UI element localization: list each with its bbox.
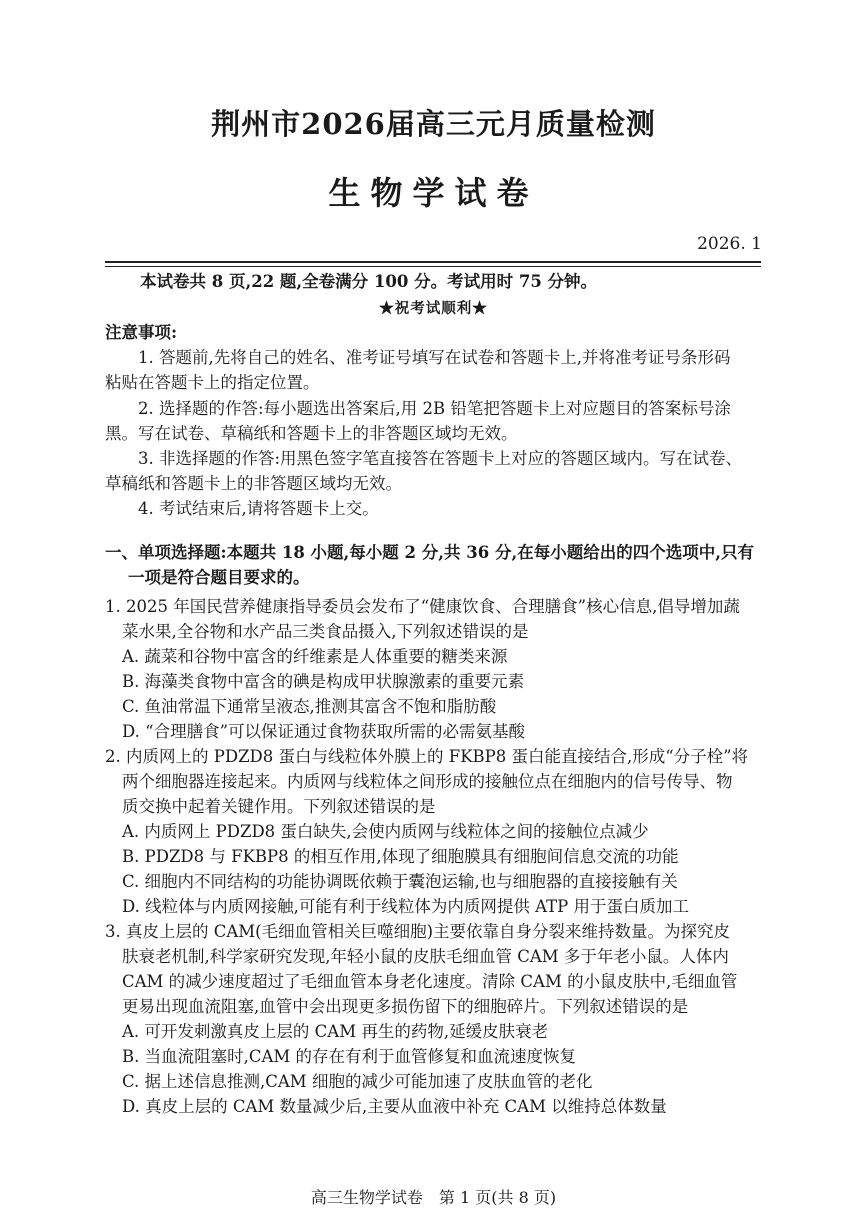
question-2-option-c: C. 细胞内不同结构的功能协调既依赖于囊泡运输,也与细胞器的直接接触有关 <box>122 872 678 891</box>
notes-heading: 注意事项: <box>105 323 178 342</box>
question-1-option-a: A. 蔬菜和谷物中富含的纤维素是人体重要的糖类来源 <box>122 647 508 666</box>
exam-summary: 本试卷共 8 页,22 题,全卷满分 100 分。考试用时 75 分钟。 <box>140 272 598 291</box>
note-line: 草稿纸和答题卡上的非答题区域均无效。 <box>105 474 402 493</box>
question-1-stem: 1. 2025 年国民营养健康指导委员会发布了“健康饮食、合理膳食”核心信息,倡导增加蔬 <box>105 597 740 616</box>
question-2-option-b: B. PDZD8 与 FKBP8 的相互作用,体现了细胞膜具有细胞间信息交流的功能 <box>122 847 679 866</box>
exam-subtitle: 生物学试卷 <box>328 174 539 212</box>
good-luck-text: ★祝考试顺利★ <box>379 300 488 317</box>
page-footer: 高三生物学试卷 第 1 页(共 8 页) <box>310 1188 557 1207</box>
exam-title: 荆州市2026届高三元月质量检测 <box>211 107 656 141</box>
note-line: 4. 考试结束后,请将答题卡上交。 <box>138 499 379 518</box>
header-rule-thin <box>105 266 761 267</box>
question-3-option-b: B. 当血流阻塞时,CAM 的存在有利于血管修复和血流速度恢复 <box>122 1047 577 1066</box>
question-3-stem: CAM 的减少速度超过了毛细血管本身老化速度。清除 CAM 的小鼠皮肤中,毛细血管 <box>122 972 738 991</box>
question-3-stem: 更易出现血流阻塞,血管中会出现更多损伤留下的细胞碎片。下列叙述错误的是 <box>122 997 689 1016</box>
question-1-option-c: C. 鱼油常温下通常呈液态,推测其富含不饱和脂肪酸 <box>122 697 497 716</box>
question-2-stem: 2. 内质网上的 PDZD8 蛋白与线粒体外膜上的 FKBP8 蛋白能直接结合,形成“分子栓”将 <box>105 747 749 766</box>
header-rule-thick <box>105 261 761 263</box>
note-line: 1. 答题前,先将自己的姓名、准考证号填写在试卷和答题卡上,并将准考证号条形码 <box>138 348 731 367</box>
question-2-stem: 两个细胞器连接起来。内质网与线粒体之间形成的接触位点在细胞内的信号传导、物 <box>122 772 733 791</box>
exam-date: 2026. 1 <box>697 234 762 254</box>
question-2-stem: 质交换中起着关键作用。下列叙述错误的是 <box>122 797 436 816</box>
section-heading-cont: 一项是符合题目要求的。 <box>128 568 310 587</box>
note-line: 3. 非选择题的作答:用黑色签字笔直接答在答题卡上对应的答题区域内。写在试卷、 <box>138 449 743 468</box>
question-1-option-d: D. “合理膳食”可以保证通过食物获取所需的必需氨基酸 <box>122 722 526 741</box>
question-1-stem: 菜水果,全谷物和水产品三类食品摄入,下列叙述错误的是 <box>122 622 529 641</box>
question-3-stem: 肤衰老机制,科学家研究发现,年轻小鼠的皮肤毛细血管 CAM 多于年老小鼠。人体内 <box>122 947 729 966</box>
note-line: 2. 选择题的作答:每小题选出答案后,用 2B 铅笔把答题卡上对应题目的答案标号涂 <box>138 399 731 418</box>
note-line: 粘贴在答题卡上的指定位置。 <box>105 373 320 392</box>
question-2-option-d: D. 线粒体与内质网接触,可能有利于线粒体为内质网提供 ATP 用于蛋白质加工 <box>122 897 689 916</box>
question-3-option-c: C. 据上述信息推测,CAM 细胞的减少可能加速了皮肤血管的老化 <box>122 1072 593 1091</box>
question-3-option-d: D. 真皮上层的 CAM 数量减少后,主要从血液中补充 CAM 以维持总体数量 <box>122 1097 667 1116</box>
question-1-option-b: B. 海藻类食物中富含的碘是构成甲状腺激素的重要元素 <box>122 672 525 691</box>
note-line: 黑。写在试卷、草稿纸和答题卡上的非答题区域均无效。 <box>105 424 518 443</box>
question-3-stem: 3. 真皮上层的 CAM(毛细血管相关巨噬细胞)主要依靠自身分裂来维持数量。为探究皮 <box>105 922 731 941</box>
question-3-option-a: A. 可开发刺激真皮上层的 CAM 再生的药物,延缓皮肤衰老 <box>122 1022 549 1041</box>
section-heading: 一、单项选择题:本题共 18 小题,每小题 2 分,共 36 分,在每小题给出的四个选项中,只有 <box>105 543 754 562</box>
question-2-option-a: A. 内质网上 PDZD8 蛋白缺失,会使内质网与线粒体之间的接触位点减少 <box>122 822 649 841</box>
